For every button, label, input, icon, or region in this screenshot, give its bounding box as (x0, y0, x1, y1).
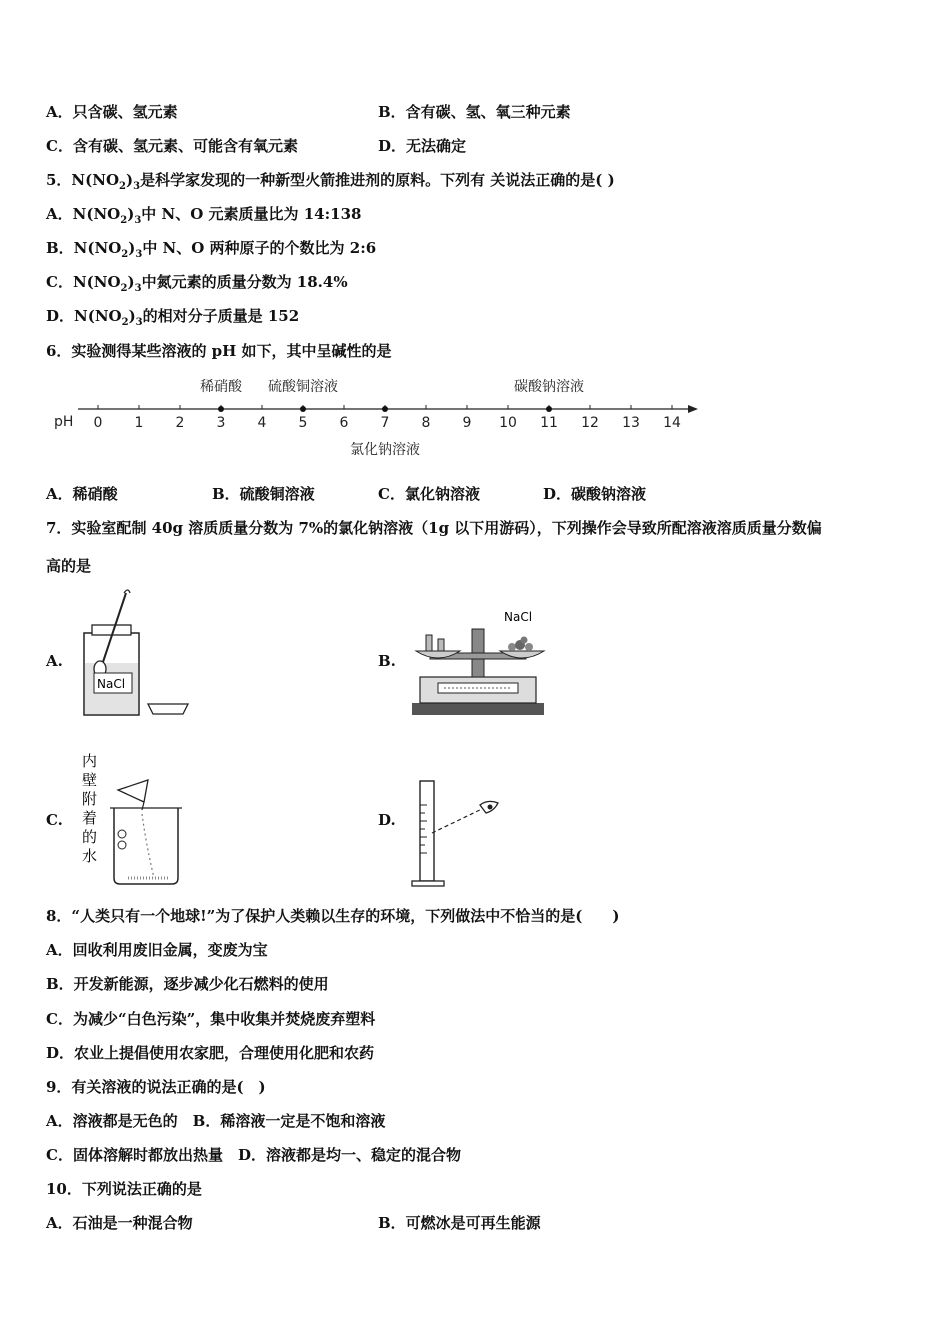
figure-b-balance (408, 605, 553, 720)
q7-option-a: A. (46, 652, 63, 670)
figure-a-label: NaCl (97, 677, 126, 691)
ph-axis-arrow (688, 405, 698, 413)
ph-tick-label: 4 (257, 415, 267, 431)
ph-marker-label: 氯化钠溶液 (350, 442, 420, 458)
q6-stem: 6．实验测得某些溶液的 pH 如下，其中呈碱性的是 (46, 342, 392, 360)
q4-option-b: B．含有碳、氢、氧三种元素 (378, 103, 571, 121)
ph-tick-label: 10 (499, 415, 517, 431)
ph-tick-label: 5 (298, 415, 308, 431)
figure-c-caption-char: 着 (82, 809, 98, 827)
ph-tick-label: 11 (540, 415, 558, 431)
q10-option-a: A．石油是一种混合物 (46, 1214, 193, 1232)
q6-option-b: B．硫酸铜溶液 (212, 485, 315, 503)
ph-tick-label: 8 (421, 415, 431, 431)
ph-tick-label: 3 (216, 415, 226, 431)
q7-stem-line1: 7．实验室配制 40g 溶质质量分数为 7%的氯化钠溶液（1g 以下用游码），下列操作会导致所配溶液溶质质量分数偏 (46, 519, 822, 537)
q9-options-ab: A．溶液都是无色的 B．稀溶液一定是不饱和溶液 (46, 1112, 386, 1130)
q8-option-a: A．回收利用废旧金属，变废为宝 (46, 941, 268, 959)
ph-tick-label: 12 (581, 415, 599, 431)
q4-option-a: A．只含碳、氢元素 (46, 103, 178, 121)
q5-option-a: A．$N(NO_2)_3$中 N、O 元素质量比为 14:138 (46, 205, 362, 226)
figure-c-caption-char: 的 (82, 828, 98, 846)
q5-option-b: B．$N(NO_2)_3$中 N、O 两种原子的个数比为 2:6 (46, 239, 377, 260)
q8-option-c: C．为减少“白色污染”，集中收集并焚烧废弃塑料 (46, 1010, 376, 1028)
ph-marker-label: 硫酸铜溶液 (268, 379, 338, 395)
figure-d-cylinder (410, 775, 510, 890)
q10-option-b: B．可燃冰是可再生能源 (378, 1214, 541, 1232)
ph-marker-dot (218, 406, 224, 412)
q5-option-d: D．$N(NO_2)_3$的相对分子质量是 152 (46, 307, 300, 328)
ph-tick-label: 6 (339, 415, 349, 431)
ph-marker-label: 碳酸钠溶液 (514, 379, 584, 395)
q6-option-a: A．稀硝酸 (46, 485, 118, 503)
figure-c-caption-char: 附 (82, 790, 98, 808)
q7-option-b: B. (378, 652, 396, 670)
q4-option-d: D．无法确定 (378, 137, 467, 155)
q7-stem-line2: 高的是 (46, 557, 92, 575)
ph-marker-dot (546, 406, 552, 412)
ph-tick-label: 0 (93, 415, 103, 431)
q7-option-c: C. (46, 811, 63, 829)
ph-scale-figure (40, 370, 720, 465)
figure-c-caption-char: 水 (82, 847, 98, 865)
figure-a-reagent-bottle (78, 585, 198, 720)
ph-tick-label: 1 (134, 415, 144, 431)
q4-option-c: C．含有碳、氢元素、可能含有氧元素 (46, 137, 298, 155)
figure-c-caption-char: 壁 (82, 771, 98, 789)
q8-option-b: B．开发新能源，逐步减少化石燃料的使用 (46, 975, 329, 993)
q6-option-d: D．碳酸钠溶液 (543, 485, 647, 503)
figure-c-beaker-funnel (78, 750, 188, 890)
q8-option-d: D．农业上提倡使用农家肥，合理使用化肥和农药 (46, 1044, 375, 1062)
q5-option-c: C．$N(NO_2)_3$中氮元素的质量分数为 18.4% (46, 273, 348, 294)
q10-stem: 10．下列说法正确的是 (46, 1180, 202, 1198)
ph-axis-label: pH (54, 414, 74, 430)
q9-stem: 9．有关溶液的说法正确的是( ) (46, 1078, 266, 1096)
figure-b-label: NaCl (504, 610, 533, 624)
ph-marker-label: 稀硝酸 (200, 379, 242, 395)
q8-stem: 8．“人类只有一个地球!”为了保护人类赖以生存的环境，下列做法中不恰当的是( ) (46, 907, 620, 925)
ph-marker-dot (300, 406, 306, 412)
q9-options-cd: C．固体溶解时都放出热量 D．溶液都是均一、稳定的混合物 (46, 1146, 461, 1164)
q7-option-d: D. (378, 811, 396, 829)
q6-option-c: C．氯化钠溶液 (378, 485, 480, 503)
ph-tick-label: 13 (622, 415, 640, 431)
ph-tick-label: 14 (663, 415, 681, 431)
figure-c-caption-char: 内 (82, 752, 98, 770)
ph-marker-dot (382, 406, 388, 412)
q5-stem: 5．$N(NO_2)_3$是科学家发现的一种新型火箭推进剂的原料。下列有 关说法正确的是( ) (46, 171, 615, 192)
ph-tick-label: 9 (462, 415, 472, 431)
ph-tick-label: 2 (175, 415, 185, 431)
ph-tick-label: 7 (380, 415, 390, 431)
